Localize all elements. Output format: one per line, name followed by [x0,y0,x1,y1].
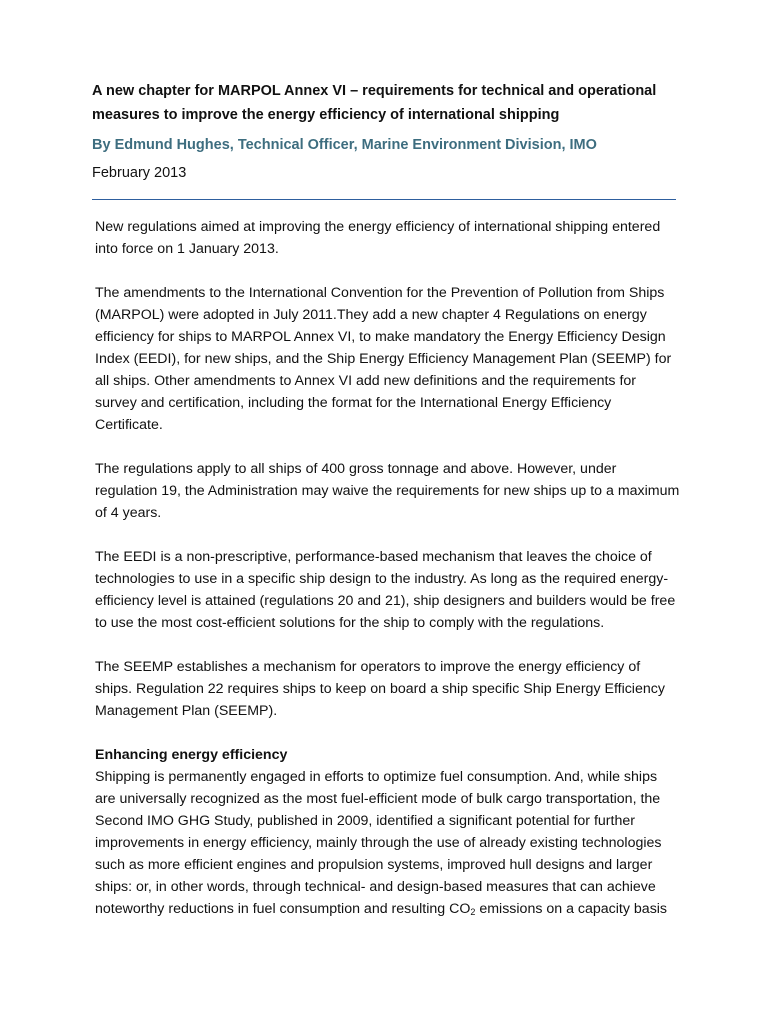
paragraph-amendments: The amendments to the International Convention for the Prevention of Pollution from Ships (MARPOL) were adopted in July 2011.They add a new chapter 4 Regulations on energy efficiency for ships to MARPOL Annex VI, to make mandatory the Energy Efficiency Design Index (EEDI), for new ships, and the Ship Energy Efficiency Management Plan (SEEMP) for all ships. Other amendments to Annex VI add new definitions and the requirements for survey and certification, including the format for the International Energy Efficiency Certificate. [95,285,672,433]
article-body [95,216,680,920]
paragraph-intro: New regulations aimed at improving the energy efficiency of international shipping entered into force on 1 January 2013. [95,219,661,257]
document-title: A new chapter for MARPOL Annex VI – requirements for technical and operational measures to improve the energy efficiency of international shipping [92,83,657,123]
paragraph-efficiency-text: Shipping is permanently engaged in efforts to optimize fuel consumption. And, while ships are universally recognized as the most fuel-efficient mode of bulk cargo transportation, the Second IMO GHG Study, published in 2009, identified a significant potential for further improvements in energy efficiency, mainly through the use of already existing technologies such as more efficient engines and propulsion systems, improved hull designs and larger ships: or, in other words, through technical- and design-based measures that can achieve noteworthy reductions in fuel consumption and resulting CO [95,769,662,917]
author-byline: By Edmund Hughes, Technical Officer, Marine Environment Division, IMO [92,137,597,153]
paragraph-applicability: The regulations apply to all ships of 400 gross tonnage and above. However, under regulation 19, the Administration may waive the requirements for new ships up to a maximum of 4 years. [95,461,680,521]
publication-date: February 2013 [92,165,187,181]
paragraph-seemp: The SEEMP establishes a mechanism for operators to improve the energy efficiency of ships. Regulation 22 requires ships to keep on board a ship specific Ship Energy Efficiency Management Plan (SEEMP). [95,659,665,719]
paragraph-efficiency-tail: emissions on a capacity basis [475,901,668,917]
section-heading: Enhancing energy efficiency [95,747,288,763]
paragraph-eedi: The EEDI is a non-prescriptive, performance-based mechanism that leaves the choice of technologies to use in a specific ship design to the industry. As long as the required energy-efficiency level is attained (regulations 20 and 21), ship designers and builders would be free to use the most cost-efficient solutions for the ship to comply with the regulations. [95,549,676,631]
co2-subscript: 2 [470,907,476,917]
paragraph-efficiency [95,766,680,920]
header-divider [92,199,676,200]
